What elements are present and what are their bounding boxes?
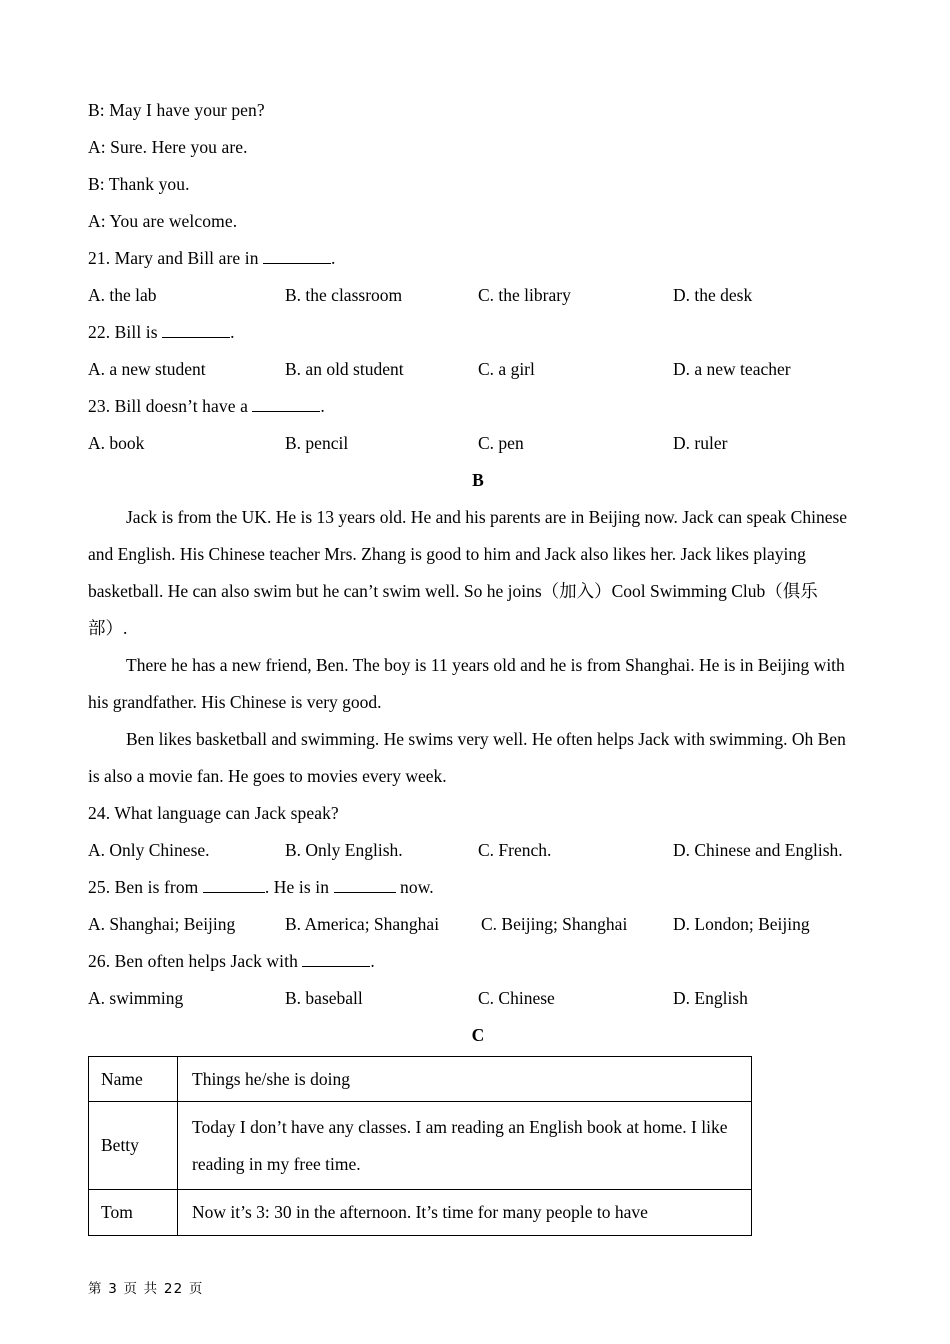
question-stem-text: 23. Bill doesn’t have a bbox=[88, 396, 253, 416]
page-content bbox=[88, 92, 868, 1236]
question-stem-suffix: . bbox=[370, 951, 375, 971]
table-row bbox=[89, 1102, 752, 1190]
question-stem-suffix: . bbox=[230, 322, 235, 342]
answer-blank bbox=[162, 323, 230, 338]
table-cell-name: Betty bbox=[89, 1102, 178, 1190]
question-options-24 bbox=[88, 832, 868, 869]
question-options-23 bbox=[88, 425, 868, 462]
question-stem-text: 26. Ben often helps Jack with bbox=[88, 951, 303, 971]
answer-blank bbox=[263, 249, 331, 264]
option-d[interactable]: D. a new teacher bbox=[673, 359, 791, 379]
option-c[interactable]: C. a girl bbox=[478, 359, 535, 379]
dialogue-line: B: May I have your pen? bbox=[88, 100, 265, 120]
option-a[interactable]: A. book bbox=[88, 433, 145, 453]
table-cell-name: Tom bbox=[89, 1190, 178, 1236]
question-stem-text: 24. What language can Jack speak? bbox=[88, 803, 339, 823]
question-stem-26 bbox=[88, 943, 868, 980]
question-stem-suffix: . bbox=[320, 396, 325, 416]
option-b[interactable]: B. Only English. bbox=[285, 840, 403, 860]
option-d[interactable]: D. ruler bbox=[673, 433, 728, 453]
section-heading-c: C bbox=[471, 1025, 485, 1045]
table-row-header bbox=[89, 1057, 752, 1102]
question-stem-21 bbox=[88, 240, 868, 277]
table-cell-text: Today I don’t have any classes. I am reading an English book at home. I like reading in my free time. bbox=[178, 1102, 752, 1190]
table-header-name: Name bbox=[89, 1057, 178, 1102]
option-b[interactable]: B. the classroom bbox=[285, 285, 403, 305]
question-stem-24 bbox=[88, 795, 868, 832]
option-a[interactable]: A. the lab bbox=[88, 285, 157, 305]
question-stem-text: 22. Bill is bbox=[88, 322, 163, 342]
option-d[interactable]: D. London; Beijing bbox=[673, 914, 810, 934]
option-c[interactable]: C. Chinese bbox=[478, 988, 555, 1008]
option-a[interactable]: A. Shanghai; Beijing bbox=[88, 914, 236, 934]
question-stem-25 bbox=[88, 869, 868, 906]
option-b[interactable]: B. America; Shanghai bbox=[285, 914, 440, 934]
passage-paragraph: There he has a new friend, Ben. The boy is 11 years old and he is from Shanghai. He is in Beijing with his grandfather. His Chinese is very good. bbox=[88, 655, 845, 712]
question-stem-middle: . He is in bbox=[264, 877, 334, 897]
people-activities-table bbox=[88, 1056, 752, 1236]
option-c[interactable]: C. French. bbox=[478, 840, 552, 860]
option-c[interactable]: C. the library bbox=[478, 285, 571, 305]
table-header-things: Things he/she is doing bbox=[178, 1057, 752, 1102]
table-row bbox=[89, 1190, 752, 1236]
dialogue-line: A: You are welcome. bbox=[88, 211, 238, 231]
passage-paragraph: Ben likes basketball and swimming. He swims very well. He often helps Jack with swimming. Oh Ben is also a movie fan. He goes to movies every week. bbox=[88, 729, 846, 786]
answer-blank bbox=[203, 878, 265, 893]
question-stem-suffix: . bbox=[331, 248, 336, 268]
passage-paragraph: Jack is from the UK. He is 13 years old. He and his parents are in Beijing now. Jack can speak Chinese and English. His Chinese teacher Mrs. Zhang is good to him and Jack also likes her. Jack likes playing basketball. He can also swim but he can’t swim well. So he joins（加入）Cool Swimming Club（俱乐部）. bbox=[88, 507, 848, 638]
option-b[interactable]: B. baseball bbox=[285, 988, 363, 1008]
option-a[interactable]: A. swimming bbox=[88, 988, 184, 1008]
page-footer: 第 3 页 共 22 页 bbox=[88, 1281, 204, 1297]
table-cell-text: Now it’s 3: 30 in the afternoon. It’s time for many people to have bbox=[178, 1190, 752, 1236]
answer-blank bbox=[252, 397, 320, 412]
option-b[interactable]: B. an old student bbox=[285, 359, 404, 379]
question-stem-22 bbox=[88, 314, 868, 351]
question-stem-suffix: now. bbox=[395, 877, 434, 897]
option-b[interactable]: B. pencil bbox=[285, 433, 349, 453]
question-options-21 bbox=[88, 277, 868, 314]
question-options-25 bbox=[88, 906, 868, 943]
option-c[interactable]: C. Beijing; Shanghai bbox=[481, 914, 628, 934]
question-options-26 bbox=[88, 980, 868, 1017]
section-c-table-wrap bbox=[88, 1056, 868, 1236]
dialogue-line: A: Sure. Here you are. bbox=[88, 137, 248, 157]
question-options-22 bbox=[88, 351, 868, 388]
question-stem-text: 25. Ben is from bbox=[88, 877, 203, 897]
question-stem-23 bbox=[88, 388, 868, 425]
section-heading-b: B bbox=[472, 470, 484, 490]
option-c[interactable]: C. pen bbox=[478, 433, 524, 453]
option-d[interactable]: D. the desk bbox=[673, 285, 753, 305]
option-a[interactable]: A. a new student bbox=[88, 359, 206, 379]
option-a[interactable]: A. Only Chinese. bbox=[88, 840, 210, 860]
dialogue-line: B: Thank you. bbox=[88, 174, 190, 194]
answer-blank bbox=[302, 952, 370, 967]
question-stem-text: 21. Mary and Bill are in bbox=[88, 248, 264, 268]
option-d[interactable]: D. English bbox=[673, 988, 748, 1008]
answer-blank bbox=[334, 878, 396, 893]
option-d[interactable]: D. Chinese and English. bbox=[673, 840, 843, 860]
